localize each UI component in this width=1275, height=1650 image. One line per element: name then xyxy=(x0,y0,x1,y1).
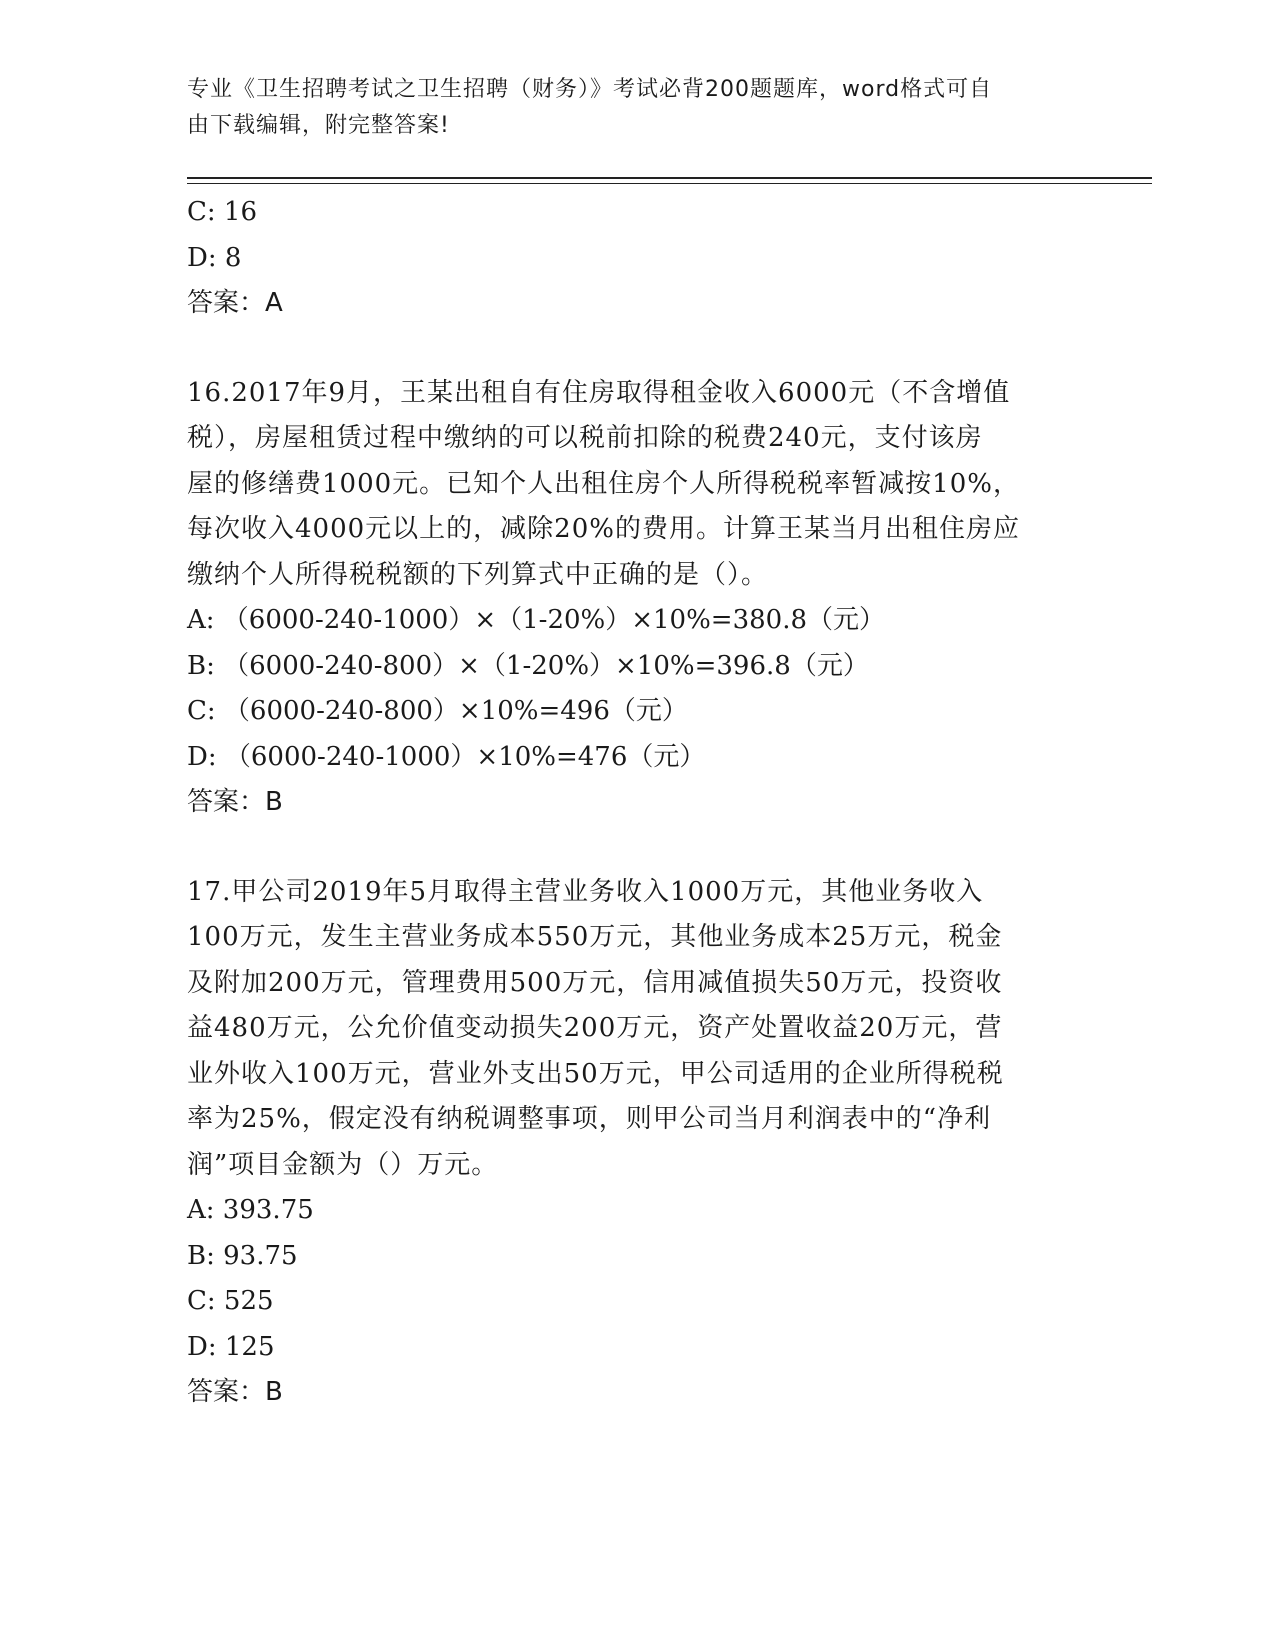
option-b: B: 93.75 xyxy=(187,1240,298,1271)
stem-line: 100万元，发生主营业务成本550万元，其他业务成本25万元，税金 xyxy=(187,922,1003,952)
stem-line: 每次收入4000元以上的，减除20%的费用。计算王某当月出租住房应 xyxy=(187,514,1020,544)
stem-line: 及附加200万元，管理费用500万元，信用减值损失50万元，投资收 xyxy=(187,967,1003,998)
option-d: D: （6000-240-1000）×10%=476（元） xyxy=(187,741,706,772)
header-divider-thick xyxy=(187,177,1152,179)
stem-line: 益480万元，公允价值变动损失200万元，资产处置收益20万元，营 xyxy=(187,1013,1003,1043)
header-line-1: 专业《卫生招聘考试之卫生招聘（财务）》考试必背200题题库，word格式可自 xyxy=(187,77,993,102)
option-a: A: 393.75 xyxy=(187,1195,314,1225)
question-content xyxy=(187,190,1067,1416)
stem-line: 率为25%，假定没有纳税调整事项，则甲公司当月利润表中的“净利 xyxy=(187,1104,992,1134)
prev-question-block xyxy=(187,190,1067,327)
option-b: B: （6000-240-800）×（1-20%）×10%=396.8（元） xyxy=(187,650,869,681)
header-divider-thin xyxy=(187,183,1152,184)
option-line: C: 16 xyxy=(187,197,258,227)
stem-line: 16.2017年9月，王某出租自有住房取得租金收入6000元（不含增值 xyxy=(187,377,1011,408)
stem-line: 润”项目金额为（）万元。 xyxy=(187,1149,499,1180)
question-stem xyxy=(187,371,1067,599)
stem-line: 缴纳个人所得税税额的下列算式中正确的是（）。 xyxy=(187,559,769,590)
option-a: A: （6000-240-1000）×（1-20%）×10%=380.8（元） xyxy=(187,605,886,635)
option-line: D: 8 xyxy=(187,242,242,273)
option-c: C: （6000-240-800）×10%=496（元） xyxy=(187,696,688,726)
stem-line: 业外收入100万元，营业外支出50万元，甲公司适用的企业所得税税 xyxy=(187,1058,1004,1089)
header-line-2: 由下载编辑，附完整答案! xyxy=(187,113,450,138)
question-block-17 xyxy=(187,870,1067,1416)
answer-line: 答案：A xyxy=(187,288,283,318)
document-header xyxy=(187,72,1067,144)
answer-line: 答案：B xyxy=(187,787,283,817)
stem-line: 17.甲公司2019年5月取得主营业务收入1000万元，其他业务收入 xyxy=(187,876,984,907)
stem-line: 税），房屋租赁过程中缴纳的可以税前扣除的税费240元，支付该房 xyxy=(187,423,983,453)
option-d: D: 125 xyxy=(187,1331,275,1362)
question-block-16 xyxy=(187,371,1067,826)
stem-line: 屋的修缮费1000元。已知个人出租住房个人所得税税率暂减按10%， xyxy=(187,468,1020,499)
question-stem xyxy=(187,870,1067,1189)
option-c: C: 525 xyxy=(187,1286,274,1316)
answer-line: 答案：B xyxy=(187,1377,283,1407)
